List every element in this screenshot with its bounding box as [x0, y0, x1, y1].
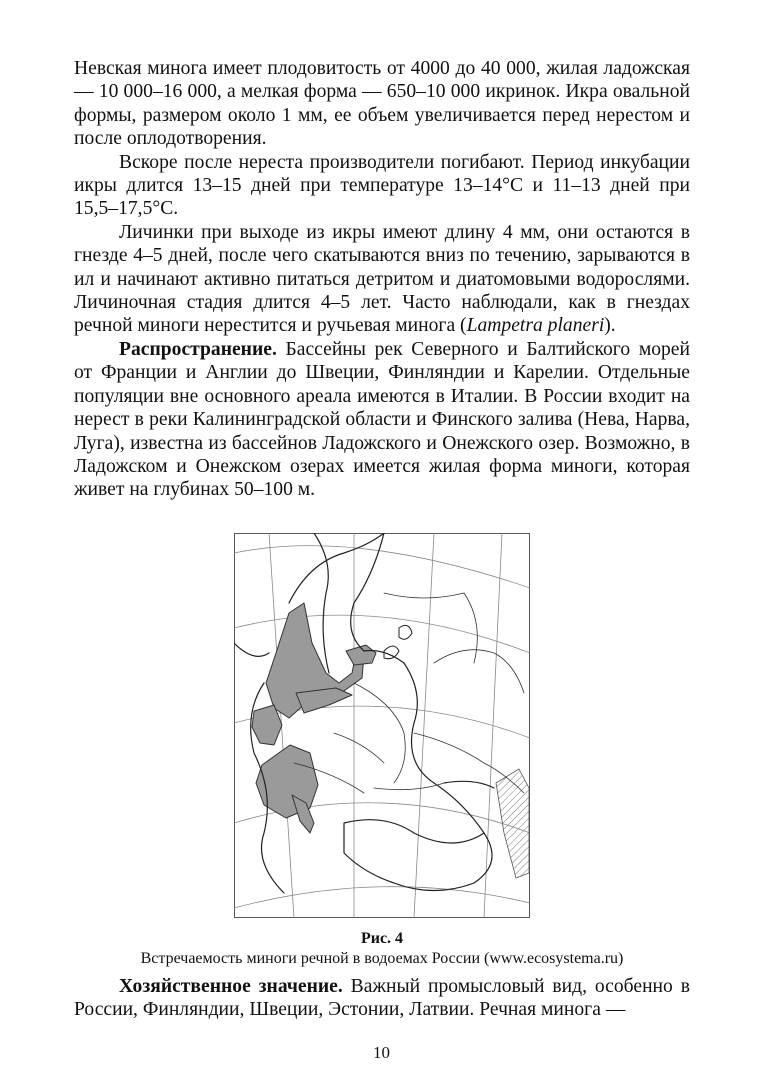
map-svg	[234, 533, 530, 918]
paragraph-larvae	[74, 221, 690, 338]
larvae-text-end: ).	[604, 315, 616, 337]
figure-caption: Встречаемость миноги речной в водоемах России (www.ecosystema.ru)	[140, 950, 624, 967]
distribution-heading: Распространение.	[119, 338, 277, 360]
body-text-bottom	[74, 975, 690, 1022]
range-britain	[252, 705, 282, 745]
range-baltic-coast	[296, 688, 352, 713]
range-france-low-countries	[256, 745, 318, 818]
body-text-top	[74, 57, 690, 502]
paragraph-distribution	[74, 338, 690, 502]
larvae-text: Личинки при выходе из икры имеют длину 4 мм, они остаются в гнезде 4–5 дней, после чего скатываются вниз по течению, зарываются в ил и начинают активно питаться детритом и диатомовыми водорослями. Личиночная стадия длится 4–5 лет. Часто наблюдали, как в гнездах речной миноги нерестится и ручьевая минога (	[74, 221, 690, 337]
distribution-text: Бассейны рек Северного и Балтийского морей от Франции и Англии до Швеции, Финляндии и Карелии. Отдельные популяции вне основного ареала имеются в Италии. В России входит на нерест в реки Калининградской области и Финского залива (Нева, Нарва, Луга), известна из бассейнов Ладожского и Онежского озер. Возможно, в Ладожском и Онежском озерах имеется жилая форма миноги, которая живет на глубинах 50–100 м.	[74, 338, 690, 501]
paragraph-economic	[74, 975, 690, 1022]
species-name-lampetra-planeri: Lampetra planeri	[466, 315, 605, 337]
page-number: 10	[373, 1043, 390, 1062]
figure-number: Рис. 4	[360, 930, 404, 947]
paragraph-fecundity: Невская минога имеет плодовитость от 4000 до 40 000, жилая ладожская — 10 000–16 000, а мелкая форма — 650–10 000 икринок. Икра овальной формы, размером около 1 мм, ее объем увеличивается перед нерестом и после оплодотворения.	[74, 58, 690, 150]
economic-heading: Хозяйственное значение.	[119, 976, 343, 997]
distribution-map	[234, 533, 530, 918]
range-areas	[252, 603, 376, 833]
hatched-area-east	[496, 769, 529, 878]
paragraph-incubation: Вскоре после нереста производители погибают. Период инкубации икры длится 13–15 дней при температуре 13–14°С и 11–13 дней при 15,5–17,5°С.	[74, 151, 690, 220]
economic-text: Важный промысловый вид, особенно в России, Финляндии, Швеции, Эстонии, Латвии. Речная минога —	[74, 976, 690, 1021]
